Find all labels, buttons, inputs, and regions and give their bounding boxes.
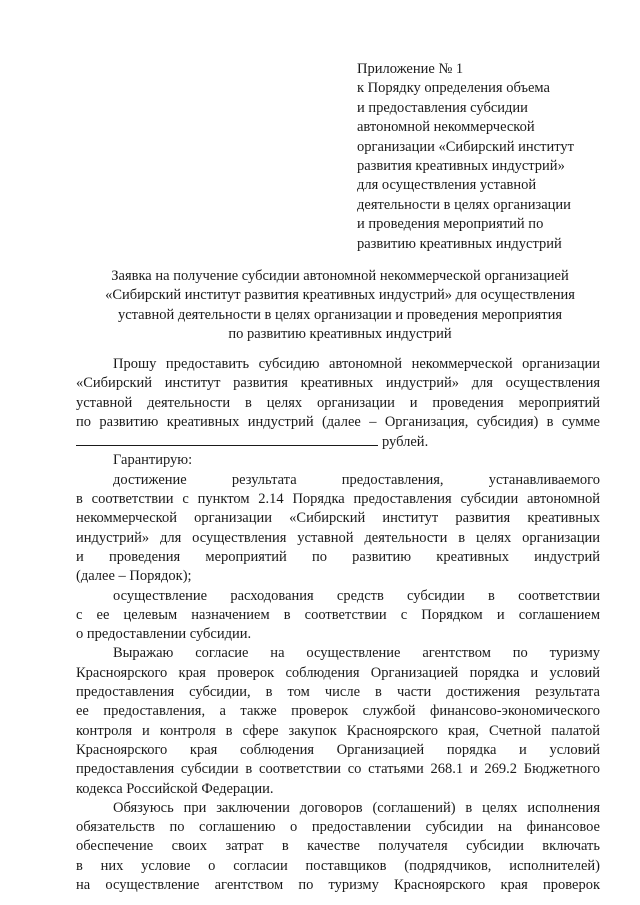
body-line: Обязуюсь при заключении договоров (соглашений) в целях исполнения xyxy=(113,799,600,816)
appendix-line: для осуществления уставной xyxy=(357,177,537,194)
title-line: по развитию креативных индустрий xyxy=(228,326,452,343)
body-line: Прошу предоставить субсидию автономной некоммерческой организации xyxy=(113,356,600,372)
title-line: уставной деятельности в целях организации и проведения мероприятия xyxy=(117,306,563,323)
body-line: обязательств по соглашению о предоставлении субсидии на финансовое xyxy=(76,819,600,836)
appendix-header xyxy=(357,60,617,254)
body-line: по развитию креативных индустрий (далее – Организация, субсидия) в сумме xyxy=(76,413,600,430)
body-line: с ее целевым назначением в соответствии с Порядком и соглашением xyxy=(76,606,600,623)
body-line: уставной деятельности в целях организации и проведения мероприятий xyxy=(76,394,600,411)
appendix-line: организации «Сибирский институт xyxy=(357,138,574,155)
body-line: в них условие о согласии поставщиков (подрядчиков, исполнителей) xyxy=(76,857,600,874)
body-line: ее предоставления, а также проверок службой финансово-экономического xyxy=(76,703,600,720)
appendix-line: развития креативных индустрий» xyxy=(357,158,565,175)
body-line: «Сибирский институт развития креативных индустрий» для осуществления xyxy=(76,375,600,392)
body-line: кодекса Российской Федерации. xyxy=(76,780,274,797)
body-line: контроля и контроля в сфере закупок Красноярского края, Счетной палатой xyxy=(76,722,600,739)
body-line: на осуществление агентством по туризму Красноярского края проверок xyxy=(76,877,600,894)
appendix-line: Приложение № 1 xyxy=(357,61,464,77)
title-line: Заявка на получение субсидии автономной некоммерческой организацией xyxy=(111,268,569,284)
body-line: Красноярского края проверок соблюдения Организацией порядка и условий xyxy=(76,664,600,681)
sum-suffix: рублей. xyxy=(382,434,429,451)
title-line: «Сибирский институт развития креативных индустрий» для осуществления xyxy=(105,287,575,304)
document-body xyxy=(76,355,600,895)
body-line: Выражаю согласие на осуществление агентством по туризму xyxy=(113,645,600,662)
appendix-line: к Порядку определения объема xyxy=(357,80,550,97)
appendix-line: и предоставления субсидии xyxy=(357,99,528,116)
body-line: и проведения мероприятий по развитию креативных индустрий xyxy=(76,548,600,565)
sum-blank-field[interactable] xyxy=(76,432,378,446)
appendix-line: деятельности в целях организации xyxy=(357,196,571,213)
appendix-line: автономной некоммерческой xyxy=(357,119,535,136)
body-line: достижение результата предоставления, устанавливаемого xyxy=(113,471,600,488)
body-line: индустрий» для осуществления уставной деятельности в целях организации xyxy=(76,529,600,546)
body-line: некоммерческой организации «Сибирский институт развития креативных xyxy=(76,510,600,527)
body-line: в соответствии с пунктом 2.14 Порядка предоставления субсидии автономной xyxy=(76,491,600,508)
body-line: предоставления субсидии, в том числе в части достижения результата xyxy=(76,684,600,701)
body-line: (далее – Порядок); xyxy=(76,568,192,585)
sum-line xyxy=(76,432,600,451)
body-line: предоставления субсидии в соответствии со статьями 268.1 и 269.2 Бюджетного xyxy=(76,761,600,778)
guarantee-heading: Гарантирую: xyxy=(113,452,193,469)
body-line: о предоставлении субсидии. xyxy=(76,626,252,643)
appendix-line: развитию креативных индустрий xyxy=(357,235,562,252)
document-title xyxy=(60,267,620,345)
body-line: Красноярского края соблюдения Организацией порядка и условий xyxy=(76,741,600,758)
body-line: осуществление расходования средств субсидии в соответствии xyxy=(113,587,600,604)
body-line: обеспечение своих затрат в качестве получателя субсидии включать xyxy=(76,838,600,855)
appendix-line: и проведения мероприятий по xyxy=(357,216,544,233)
